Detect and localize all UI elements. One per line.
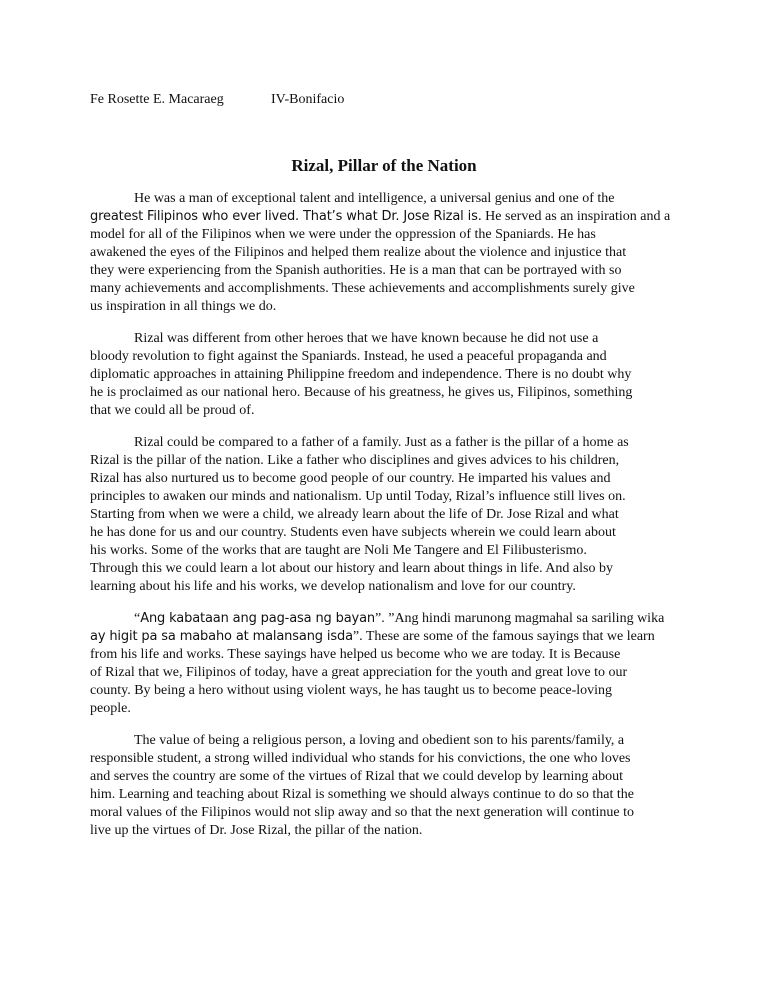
paragraph-line: live up the virtues of Dr. Jose Rizal, the pillar of the nation. bbox=[90, 823, 423, 838]
quote-fragment: greatest Filipinos who ever lived. That’s what Dr. Jose Rizal is. bbox=[90, 209, 482, 224]
paragraph-line: him. Learning and teaching about Rizal is something we should always continue to do so that the bbox=[90, 787, 634, 802]
paragraph-line: diplomatic approaches in attaining Philippine freedom and independence. There is no doubt why bbox=[90, 367, 632, 382]
text-fragment: He served as an inspiration and a bbox=[481, 209, 671, 224]
class-section: IV-Bonifacio bbox=[271, 92, 345, 107]
paragraph-line: people. bbox=[90, 701, 131, 716]
paragraph-line: responsible student, a strong willed individual who stands for his convictions, the one who loves bbox=[90, 751, 631, 766]
quote-fragment: ay higit pa sa mabaho at malansang isda bbox=[90, 629, 353, 644]
text-fragment: ”. These are some of the famous sayings that we learn bbox=[352, 629, 655, 644]
paragraph-line: us inspiration in all things we do. bbox=[90, 299, 277, 314]
paragraph-line: many achievements and accomplishments. These achievements and accomplishments surely give bbox=[90, 281, 635, 296]
paragraph-line bbox=[90, 208, 690, 226]
author-name: Fe Rosette E. Macaraeg bbox=[90, 92, 224, 107]
paragraph-line: He was a man of exceptional talent and intelligence, a universal genius and one of the bbox=[134, 191, 615, 206]
paragraph-line: moral values of the Filipinos would not slip away and so that the next generation will continue to bbox=[90, 805, 634, 820]
paragraph-line: model for all of the Filipinos when we were under the oppression of the Spaniards. He has bbox=[90, 227, 596, 242]
paragraph-line: of Rizal that we, Filipinos of today, have a great appreciation for the youth and great love to our bbox=[90, 665, 628, 680]
essay-body bbox=[90, 190, 690, 854]
paragraph-line: Rizal could be compared to a father of a family. Just as a father is the pillar of a home as bbox=[134, 435, 629, 450]
paragraph-line: Starting from when we were a child, we already learn about the life of Dr. Jose Rizal and what bbox=[90, 507, 619, 522]
text-fragment: “ bbox=[134, 611, 141, 626]
paragraph-line: The value of being a religious person, a loving and obedient son to his parents/family, a bbox=[134, 733, 625, 748]
paragraph-line: principles to awaken our minds and nationalism. Up until Today, Rizal’s influence still lives on. bbox=[90, 489, 626, 504]
paragraph-line: bloody revolution to fight against the Spaniards. Instead, he used a peaceful propaganda and bbox=[90, 349, 607, 364]
paragraph-line: his works. Some of the works that are taught are Noli Me Tangere and El Filibusterismo. bbox=[90, 543, 587, 558]
paragraph-line: from his life and works. These sayings have helped us become who we are today. It is Because bbox=[90, 647, 621, 662]
paragraph-3 bbox=[90, 434, 690, 596]
paragraph-line: that we could all be proud of. bbox=[90, 403, 255, 418]
text-fragment: ”. ”Ang hindi marunong magmahal sa sariling wika bbox=[375, 611, 665, 626]
paragraph-1 bbox=[90, 190, 690, 316]
paragraph-line: they were experiencing from the Spanish authorities. He is a man that can be portrayed with so bbox=[90, 263, 622, 278]
paragraph-line: county. By being a hero without using violent ways, he has taught us to become peace-loving bbox=[90, 683, 613, 698]
paragraph-line bbox=[90, 610, 690, 628]
paragraph-line: Rizal has also nurtured us to become good people of our country. He imparted his values and bbox=[90, 471, 611, 486]
paragraph-line: Rizal was different from other heroes that we have known because he did not use a bbox=[134, 331, 599, 346]
paragraph-4 bbox=[90, 610, 690, 718]
paragraph-line: learning about his life and his works, we develop nationalism and love for our country. bbox=[90, 579, 576, 594]
paragraph-2 bbox=[90, 330, 690, 420]
paragraph-line: he has done for us and our country. Students even have subjects wherein we could learn about bbox=[90, 525, 616, 540]
paragraph-line: he is proclaimed as our national hero. Because of his greatness, he gives us, Filipinos, something bbox=[90, 385, 633, 400]
paragraph-line: and serves the country are some of the virtues of Rizal that we could develop by learning about bbox=[90, 769, 623, 784]
paragraph-5 bbox=[90, 732, 690, 840]
paragraph-line: awakened the eyes of the Filipinos and helped them realize about the violence and injustice that bbox=[90, 245, 627, 260]
quote-fragment: Ang kabataan ang pag-asa ng bayan bbox=[140, 611, 376, 626]
paragraph-line: Through this we could learn a lot about our history and learn about things in life. And also by bbox=[90, 561, 613, 576]
paragraph-line: Rizal is the pillar of the nation. Like a father who disciplines and gives advices to his children, bbox=[90, 453, 620, 468]
essay-title: Rizal, Pillar of the Nation bbox=[291, 156, 477, 175]
header-line bbox=[90, 91, 345, 109]
paragraph-line bbox=[90, 628, 690, 646]
